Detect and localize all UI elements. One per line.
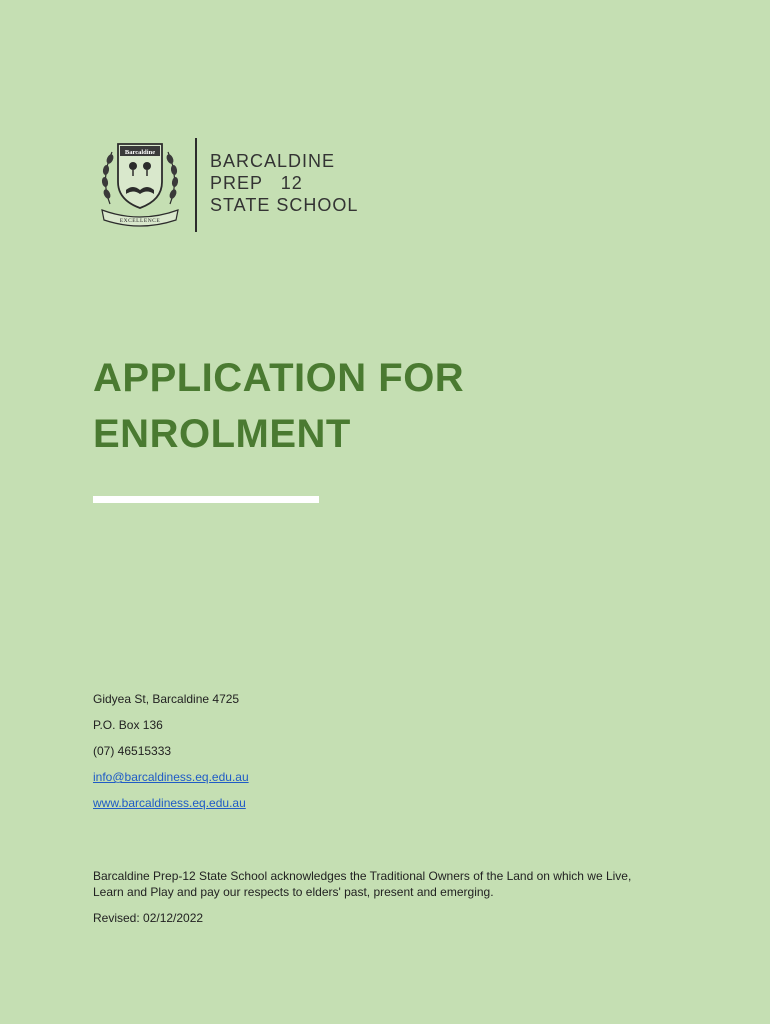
phone: (07) 46515333 [93, 744, 172, 758]
contact-details [93, 686, 249, 816]
title-line-2: ENROLMENT [93, 412, 351, 456]
title-line-1: APPLICATION FOR [93, 356, 465, 400]
school-name [210, 150, 358, 216]
school-name-line-1: BARCALDINE [210, 151, 336, 171]
email-link[interactable]: info@barcaldiness.eq.edu.au [93, 770, 249, 784]
header-divider [195, 138, 197, 232]
svg-text:Barcaldine: Barcaldine [124, 149, 156, 156]
acknowledgement-of-country: Barcaldine Prep-12 State School acknowledges the Traditional Owners of the Land on which we Live, Learn and Play and pay our respects to elders' past, present and emerging. [93, 869, 632, 899]
school-crest-logo [96, 134, 184, 234]
website-link[interactable]: www.barcaldiness.eq.edu.au [93, 796, 246, 810]
po-box: P.O. Box 136 [93, 718, 163, 732]
address: Gidyea St, Barcaldine 4725 [93, 692, 240, 706]
document-title [93, 350, 464, 462]
svg-text:EXCELLENCE: EXCELLENCE [119, 218, 161, 224]
school-header [96, 134, 358, 234]
revised-date: Revised: 02/12/2022 [93, 911, 204, 925]
school-name-line-2: PREP 12 [210, 173, 303, 193]
title-underline [93, 496, 319, 503]
school-name-line-3: STATE SCHOOL [210, 195, 359, 215]
